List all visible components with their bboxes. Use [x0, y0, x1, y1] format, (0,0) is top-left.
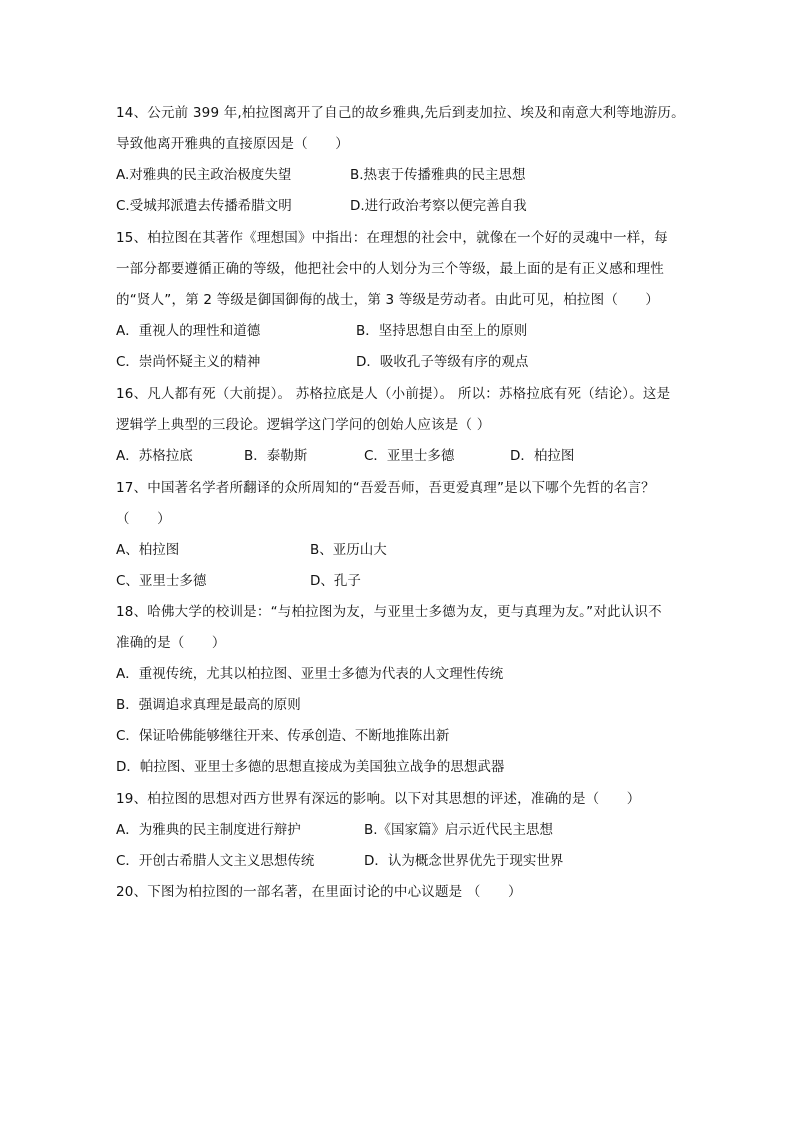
question-16-option-a: A．苏格拉底 — [116, 448, 193, 464]
question-19-stem-line-1: 19、柏拉图的思想对西方世界有深远的影响。以下对其思想的评述，准确的是（ ） — [116, 791, 641, 807]
question-19-option-c: C．开创古希腊人文主义思想传统 — [116, 853, 315, 869]
question-15-stem-line-1: 15、柏拉图在其著作《理想国》中指出：在理想的社会中，就像在一个好的灵魂中一样，每 — [116, 230, 668, 246]
question-14-stem-line-1: 14、公元前 399 年,柏拉图离开了自己的故乡雅典,先后到麦加拉、埃及和南意大利等地游历。 — [116, 105, 685, 121]
question-17-option-d: D、孔子 — [310, 573, 361, 589]
question-19-option-b: B.《国家篇》启示近代民主思想 — [364, 822, 554, 838]
question-15-option-a: A．重视人的理性和道德 — [116, 323, 261, 339]
question-17-stem-line-2: （ ） — [116, 511, 171, 527]
question-15-option-c: C．崇尚怀疑主义的精神 — [116, 354, 261, 370]
question-14-option-d: D.进行政治考察以便完善自我 — [350, 198, 527, 214]
question-18-option-c: C．保证哈佛能够继往开来、传承创造、不断地推陈出新 — [116, 728, 450, 744]
question-14-option-c: C.受城邦派遣去传播希腊文明 — [116, 198, 292, 214]
question-15-option-b: B．坚持思想自由至上的原则 — [356, 323, 528, 339]
question-17-stem-line-1: 17、中国著名学者所翻译的众所周知的“吾爱吾师，吾更爱真理”是以下哪个先哲的名言？ — [116, 480, 655, 496]
question-18-option-b: B．强调追求真理是最高的原则 — [116, 697, 301, 713]
question-14-option-a: A.对雅典的民主政治极度失望 — [116, 167, 292, 183]
question-17-option-c: C、亚里士多德 — [116, 573, 207, 589]
question-17-option-a: A、柏拉图 — [116, 542, 180, 558]
question-16-option-c: C．亚里士多德 — [364, 448, 455, 464]
question-14-stem-line-2: 导致他离开雅典的直接原因是（ ） — [116, 136, 349, 152]
question-16-option-d: D．柏拉图 — [510, 448, 575, 464]
question-18-option-a: A．重视传统，尤其以柏拉图、亚里士多德为代表的人文理性传统 — [116, 666, 504, 682]
question-15-stem-line-3: 的“贤人”，第 2 等级是御国御侮的战士，第 3 等级是劳动者。由此可见，柏拉图（ ） — [116, 292, 660, 308]
question-17-option-b: B、亚历山大 — [310, 542, 387, 558]
question-16-stem-line-1: 16、凡人都有死（大前提）。 苏格拉底是人（小前提）。 所以：苏格拉底有死（结论）。这是 — [116, 386, 671, 402]
question-14-option-b: B.热衷于传播雅典的民主思想 — [350, 167, 526, 183]
question-19-option-d: D．认为概念世界优先于现实世界 — [364, 853, 564, 869]
question-20-stem-line-1: 20、下图为柏拉图的一部名著，在里面讨论的中心议题是 （ ） — [116, 884, 522, 900]
question-18-stem-line-1: 18、哈佛大学的校训是：“与柏拉图为友，与亚里士多德为友，更与真理为友。”对此认识不 — [116, 604, 662, 620]
question-15-option-d: D．吸收孔子等级有序的观点 — [356, 354, 529, 370]
question-19-option-a: A．为雅典的民主制度进行辩护 — [116, 822, 301, 838]
question-15-stem-line-2: 一部分都要遵循正确的等级，他把社会中的人划分为三个等级，最上面的是有正义感和理性 — [116, 261, 664, 277]
question-16-option-b: B．泰勒斯 — [244, 448, 308, 464]
question-18-stem-line-2: 准确的是（ ） — [116, 635, 226, 651]
question-18-option-d: D．帕拉图、亚里士多德的思想直接成为美国独立战争的思想武器 — [116, 759, 505, 775]
question-16-stem-line-2: 逻辑学上典型的三段论。逻辑学这门学问的创始人应该是（ ） — [116, 417, 491, 433]
